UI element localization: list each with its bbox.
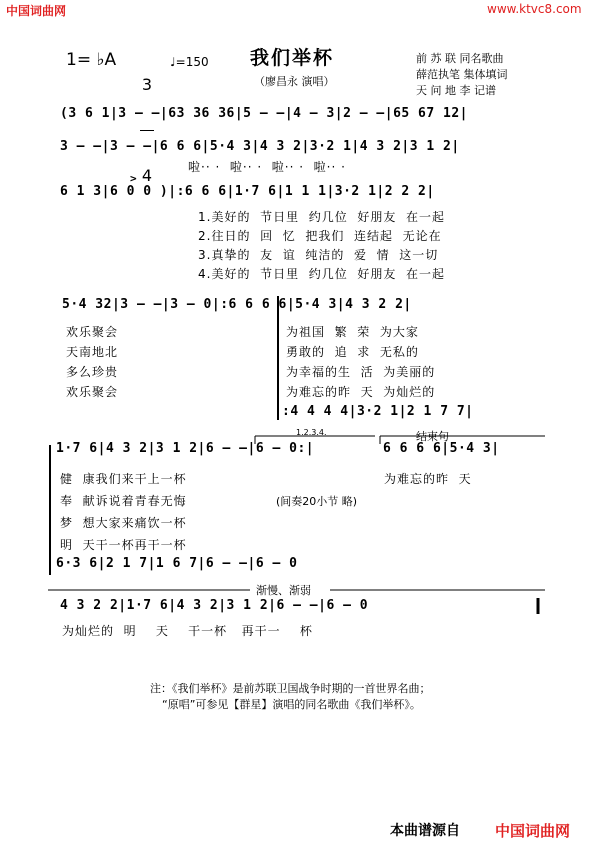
- meter-top: 3: [141, 75, 153, 94]
- score-line: :4 4 4 4|3·2 1|2 1 7 7|: [282, 404, 474, 419]
- interlude-note: (间奏20小节 略): [276, 495, 358, 508]
- tempo-marking: ♩=150: [170, 55, 209, 69]
- credit-line: 前 苏 联 同名歌曲: [416, 52, 504, 65]
- accent-mark: >: [130, 172, 138, 185]
- score-line: 4 3 2 2|1·7 6|4 3 2|3 1 2|6 — —|6 — 0: [60, 598, 369, 613]
- verse-lyric: 多么珍贵: [66, 365, 119, 379]
- source-label: 本曲谱源自: [390, 823, 460, 839]
- credit-line: 薛范执笔 集体填词: [416, 68, 508, 81]
- score-line: 5·4 32|3 — —|3 — 0|:6 6 6 6|5·4 3|4 3 2 2|: [62, 297, 412, 312]
- verse-lyric: 为幸福的生 活 为美丽的: [286, 365, 436, 379]
- verse-lyric: 为祖国 繁 荣 为大家: [286, 325, 419, 339]
- verse-lyric: 奉 献诉说着青春无悔: [60, 494, 187, 508]
- volta-label: 1.2.3.4.: [296, 428, 327, 437]
- verse-lyric: 为难忘的昨 天: [384, 472, 472, 486]
- verse-lyric: 为难忘的昨 天 为灿烂的: [286, 385, 436, 399]
- verse-lyric: 梦 想大家来痛饮一杯: [60, 516, 187, 530]
- dynamic-marking: 渐慢、渐弱: [256, 584, 311, 597]
- score-line: 3 — —|3 — —|6 6 6|5·4 3|4 3 2|3·2 1|4 3 2|3 1 2|: [60, 139, 460, 154]
- footnote: 注：《我们举杯》是前苏联卫国战争时期的一首世界名曲；: [150, 682, 431, 695]
- site-logo-text[interactable]: 中国词曲网: [6, 4, 67, 18]
- meter-bottom: 4: [141, 166, 153, 185]
- verse-lyric: 欢乐聚会: [66, 325, 119, 339]
- ending-label: 结束句: [416, 430, 449, 443]
- score-line: 1·7 6|4 3 2|3 1 2|6 — —|6 — 0:|: [56, 441, 315, 456]
- verse-lyric: 健 康我们来干上一杯: [60, 472, 187, 486]
- verse-lyric: 4.美好的 节日里 约几位 好朋友 在一起: [198, 267, 445, 281]
- score-line: 6 6 6 6|5·4 3|: [383, 441, 500, 456]
- verse-lyric: 3.真挚的 友 谊 纯洁的 爱 情 这一切: [198, 248, 439, 262]
- verse-lyric: 明 天干一杯再干一杯: [60, 538, 187, 552]
- verse-lyric: 欢乐聚会: [66, 385, 119, 399]
- key-signature: 1= ♭A: [66, 50, 117, 70]
- credit-line: 天 问 地 李 记谱: [416, 84, 496, 97]
- song-title: 我们举杯: [250, 47, 335, 69]
- score-line: 6·3 6|2 1 7|1 6 7|6 — —|6 — 0: [56, 556, 298, 571]
- footer-site-link[interactable]: 中国词曲网: [495, 822, 571, 840]
- score-line: 6 1 3|6 0 0 )|:6 6 6|1·7 6|1 1 1|3·2 1|2 2 2|: [60, 184, 435, 199]
- verse-lyric: 天南地北: [66, 345, 119, 359]
- score-line: (3 6 1|3 — —|63 36 36|5 — —|4 — 3|2 — —|65 67 12|: [60, 106, 469, 121]
- footnote: “原唱”可参见【群星】演唱的同名歌曲《我们举杯》。: [162, 698, 421, 711]
- site-url[interactable]: www.ktvc8.com: [487, 2, 582, 16]
- verse-lyric: 1.美好的 节日里 约几位 好朋友 在一起: [198, 210, 445, 224]
- verse-lyric: 勇敢的 追 求 无私的: [286, 345, 419, 359]
- verse-lyric: 2.往日的 回 忆 把我们 连结起 无论在: [198, 229, 442, 243]
- singer-credit: （廖昌永 演唱）: [254, 75, 335, 88]
- lyric-line: 为灿烂的 明 天 干一杯 再干一 杯: [62, 624, 313, 638]
- lyric-line: 啦·· · 啦·· · 啦·· · 啦·· ·: [188, 160, 346, 174]
